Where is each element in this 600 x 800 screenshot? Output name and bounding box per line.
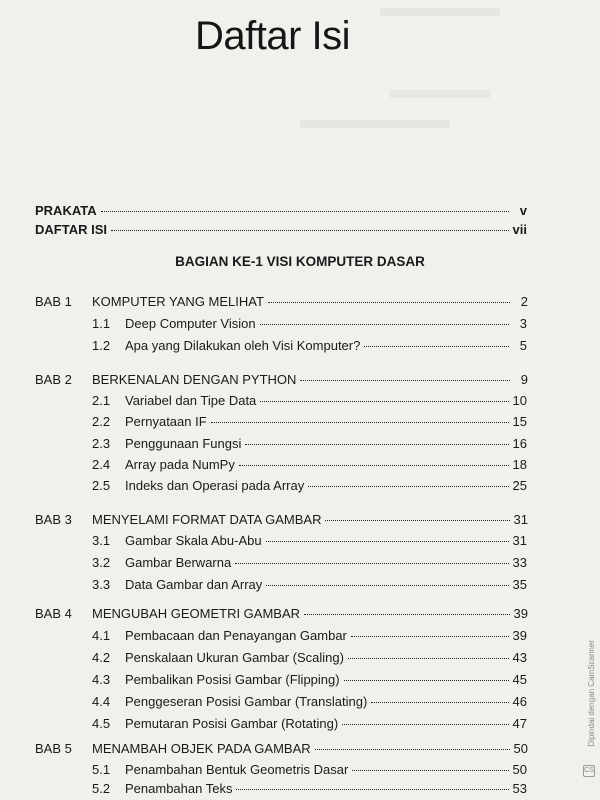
chapter-label: BAB 5: [35, 741, 72, 756]
section-title: Indeks dan Operasi pada Array: [125, 478, 305, 493]
chapter-title: KOMPUTER YANG MELIHAT: [92, 294, 264, 309]
page-number: 50: [513, 741, 528, 756]
scanner-watermark: Dipindai dengan CamScanner: [587, 640, 596, 747]
toc-section[interactable]: [125, 457, 527, 475]
page-number: 5: [519, 338, 527, 353]
part-heading: BAGIAN KE-1 VISI KOMPUTER DASAR: [175, 254, 425, 269]
toc-chapter[interactable]: [92, 741, 528, 759]
toc-entry-daftar-isi[interactable]: [35, 222, 527, 240]
chapter-label: BAB 4: [35, 606, 72, 621]
page-number: 3: [519, 316, 527, 331]
toc-chapter[interactable]: [92, 512, 528, 530]
section-title: Apa yang Dilakukan oleh Visi Komputer?: [125, 338, 361, 353]
section-title: Penggeseran Posisi Gambar (Translating): [125, 694, 368, 709]
section-number: 2.4: [92, 457, 111, 472]
page-number: 15: [512, 414, 527, 429]
toc-section[interactable]: [125, 716, 527, 734]
page-number: 35: [512, 577, 527, 592]
section-title: Penambahan Teks: [125, 781, 233, 796]
page-number: v: [519, 203, 527, 218]
dot-leader: [315, 749, 510, 750]
page-number: 33: [512, 555, 527, 570]
section-title: Data Gambar dan Array: [125, 577, 263, 592]
dot-leader: [325, 520, 509, 521]
chapter-title: MENGUBAH GEOMETRI GAMBAR: [92, 606, 301, 621]
page-number: 53: [512, 781, 527, 796]
page-number: 39: [513, 606, 528, 621]
section-title: Penambahan Bentuk Geometris Dasar: [125, 762, 349, 777]
toc-section[interactable]: [125, 414, 527, 432]
dot-leader: [111, 230, 509, 231]
page-title: Daftar Isi: [195, 14, 351, 58]
section-title: Array pada NumPy: [125, 457, 235, 472]
section-number: 5.2: [92, 781, 111, 796]
section-number: 4.4: [92, 694, 111, 709]
section-number: 4.1: [92, 628, 111, 643]
toc-section[interactable]: [125, 650, 527, 668]
toc-section[interactable]: [125, 436, 527, 454]
page-number: 10: [512, 393, 527, 408]
toc-section[interactable]: [125, 555, 527, 573]
entry-title: PRAKATA: [35, 203, 97, 218]
section-title: Penskalaan Ukuran Gambar (Scaling): [125, 650, 344, 665]
dot-leader: [236, 789, 508, 790]
section-number: 3.1: [92, 533, 111, 548]
page-number: 46: [512, 694, 527, 709]
toc-chapter[interactable]: [92, 606, 528, 624]
toc-section[interactable]: [125, 762, 527, 780]
section-title: Pembalikan Posisi Gambar (Flipping): [125, 672, 340, 687]
section-number: 2.5: [92, 478, 111, 493]
toc-section[interactable]: [125, 781, 527, 799]
chapter-title: BERKENALAN DENGAN PYTHON: [92, 372, 297, 387]
chapter-label: BAB 3: [35, 512, 72, 527]
entry-title: DAFTAR ISI: [35, 222, 107, 237]
bleed-through: [300, 120, 450, 128]
camscanner-icon: CS: [583, 765, 595, 777]
toc-section[interactable]: [125, 577, 527, 595]
dot-leader: [344, 680, 509, 681]
dot-leader: [304, 614, 510, 615]
toc-section[interactable]: [125, 316, 527, 334]
dot-leader: [351, 636, 509, 637]
section-number: 3.3: [92, 577, 111, 592]
section-number: 2.1: [92, 393, 111, 408]
dot-leader: [348, 658, 509, 659]
dot-leader: [235, 563, 508, 564]
dot-leader: [268, 302, 510, 303]
toc-section[interactable]: [125, 393, 527, 411]
page-number: 31: [512, 533, 527, 548]
dot-leader: [364, 346, 509, 347]
chapter-title: MENYELAMI FORMAT DATA GAMBAR: [92, 512, 322, 527]
page-number: 39: [512, 628, 527, 643]
dot-leader: [260, 324, 509, 325]
section-number: 4.5: [92, 716, 111, 731]
page-number: 50: [512, 762, 527, 777]
dot-leader: [352, 770, 508, 771]
page-number: 45: [512, 672, 527, 687]
dot-leader: [239, 465, 509, 466]
page-number: 31: [513, 512, 528, 527]
section-title: Variabel dan Tipe Data: [125, 393, 257, 408]
section-number: 4.2: [92, 650, 111, 665]
section-title: Gambar Skala Abu-Abu: [125, 533, 262, 548]
toc-chapter[interactable]: [92, 294, 528, 312]
dot-leader: [300, 380, 510, 381]
toc-entry-prakata[interactable]: [35, 203, 527, 221]
section-title: Pernyataan IF: [125, 414, 207, 429]
page-number: 2: [520, 294, 528, 309]
page-number: 25: [512, 478, 527, 493]
toc-chapter[interactable]: [92, 372, 528, 390]
section-title: Pemutaran Posisi Gambar (Rotating): [125, 716, 339, 731]
dot-leader: [371, 702, 508, 703]
toc-section[interactable]: [125, 628, 527, 646]
dot-leader: [266, 585, 508, 586]
dot-leader: [245, 444, 508, 445]
chapter-title: MENAMBAH OBJEK PADA GAMBAR: [92, 741, 311, 756]
section-title: Pembacaan dan Penayangan Gambar: [125, 628, 347, 643]
page-number: 43: [512, 650, 527, 665]
section-number: 4.3: [92, 672, 111, 687]
section-title: Gambar Berwarna: [125, 555, 232, 570]
toc-section[interactable]: [125, 533, 527, 551]
toc-section[interactable]: [125, 478, 527, 496]
chapter-label: BAB 1: [35, 294, 72, 309]
dot-leader: [260, 401, 508, 402]
section-number: 5.1: [92, 762, 111, 777]
dot-leader: [101, 211, 509, 212]
toc-section[interactable]: [125, 672, 527, 690]
chapter-label: BAB 2: [35, 372, 72, 387]
dot-leader: [211, 422, 509, 423]
page-number: vii: [512, 222, 527, 237]
section-number: 1.1: [92, 316, 111, 331]
dot-leader: [308, 486, 508, 487]
dot-leader: [266, 541, 509, 542]
dot-leader: [342, 724, 508, 725]
toc-section[interactable]: [125, 694, 527, 712]
section-number: 2.2: [92, 414, 111, 429]
bleed-through: [390, 90, 490, 98]
section-title: Deep Computer Vision: [125, 316, 256, 331]
section-number: 3.2: [92, 555, 111, 570]
page-number: 9: [520, 372, 528, 387]
bleed-through: [380, 8, 500, 16]
section-title: Penggunaan Fungsi: [125, 436, 242, 451]
page-number: 16: [512, 436, 527, 451]
section-number: 2.3: [92, 436, 111, 451]
page-number: 18: [512, 457, 527, 472]
section-number: 1.2: [92, 338, 111, 353]
toc-section[interactable]: [125, 338, 527, 356]
page-number: 47: [512, 716, 527, 731]
